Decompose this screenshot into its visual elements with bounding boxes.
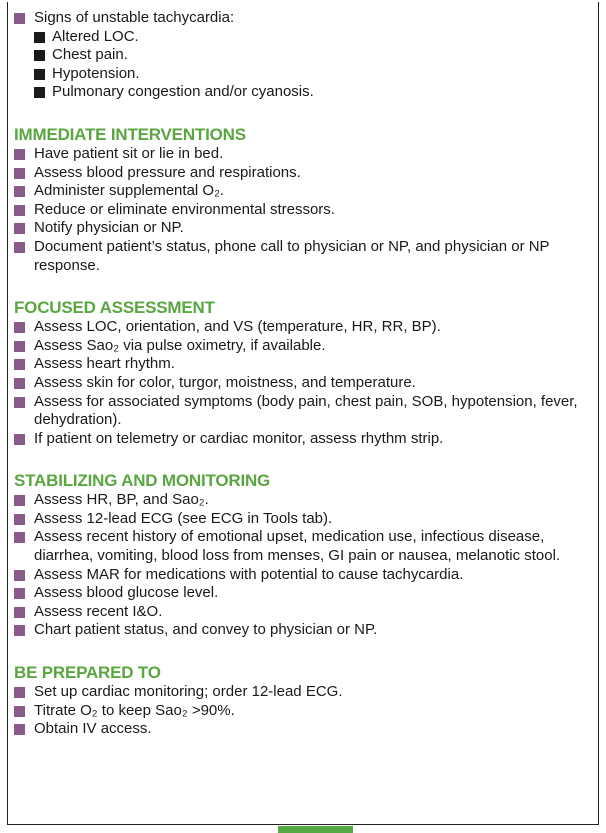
bullet-square-icon <box>14 205 25 216</box>
list-item <box>14 145 602 164</box>
list-item <box>14 355 602 374</box>
list-item-text: Assess LOC, orientation, and VS (temperature, HR, RR, BP). <box>34 318 441 336</box>
list-item-text: Assess blood pressure and respirations. <box>34 163 301 181</box>
bullet-square-icon <box>14 570 25 581</box>
list-item-text: Administer supplemental O₂. <box>34 182 225 200</box>
bullet-square-icon <box>34 50 45 61</box>
bullet-square-icon <box>34 87 45 98</box>
list-item <box>14 491 602 510</box>
bullet-square-icon <box>14 495 25 506</box>
bullet-square-icon <box>14 13 25 24</box>
protocol-content <box>14 9 602 739</box>
page-tab-marker <box>278 826 353 833</box>
list-item <box>14 702 602 721</box>
list-item-text: Assess Saᴏ₂ via pulse oximetry, if available. <box>34 336 326 354</box>
bullet-square-icon <box>14 322 25 333</box>
sub-item-text: Pulmonary congestion and/or cyanosis. <box>52 83 314 101</box>
bullet-square-icon <box>14 514 25 525</box>
list-item <box>14 374 602 393</box>
list-item-text: Have patient sit or lie in bed. <box>34 144 224 162</box>
list-item-text: Chart patient status, and convey to physician or NP. <box>34 621 378 639</box>
list-item <box>14 603 602 622</box>
list-item-text: If patient on telemetry or cardiac monitor, assess rhythm strip. <box>34 429 444 447</box>
section-heading: STABILIZING AND MONITORING <box>14 471 271 491</box>
section-be-prepared-to <box>14 662 602 739</box>
sub-item-text: Hypotension. <box>52 64 140 82</box>
sub-list-item <box>34 65 602 84</box>
list-item-text: Set up cardiac monitoring; order 12-lead ECG. <box>34 683 343 701</box>
bullet-square-icon <box>14 186 25 197</box>
list-item-text: Titrate O₂ to keep Saᴏ₂ >90%. <box>34 701 235 719</box>
list-item <box>14 510 602 529</box>
bullet-square-icon <box>14 168 25 179</box>
list-item-text: Assess 12-lead ECG (see ECG in Tools tab). <box>34 509 333 527</box>
sub-item-text: Chest pain. <box>52 46 128 64</box>
bullet-square-icon <box>14 397 25 408</box>
list-item-text: Assess HR, BP, and Saᴏ₂. <box>34 491 209 509</box>
bullet-square-icon <box>14 706 25 717</box>
sub-item-text: Altered LOC. <box>52 27 139 45</box>
bullet-square-icon <box>14 149 25 160</box>
list-item-text: Assess recent history of emotional upset, medication use, infectious disease, diarrhea, vomiting, blood loss from menses, GI pain or nausea, melanotic stool. <box>34 528 561 565</box>
bullet-square-icon <box>14 242 25 253</box>
list-item <box>14 430 602 449</box>
list-item <box>14 683 602 702</box>
section-list <box>14 491 602 640</box>
sub-list-item <box>34 83 602 102</box>
list-item-text: Document patient’s status, phone call to physician or NP, and physician or NP response. <box>34 237 550 274</box>
list-item <box>14 318 602 337</box>
bullet-square-icon <box>14 607 25 618</box>
bullet-square-icon <box>14 625 25 636</box>
bullet-square-icon <box>14 359 25 370</box>
section-heading: BE PREPARED TO <box>14 663 161 683</box>
list-item-text: Obtain IV access. <box>34 720 152 738</box>
bullet-square-icon <box>14 588 25 599</box>
list-item <box>14 201 602 220</box>
bullet-square-icon <box>14 223 25 234</box>
list-item <box>14 182 602 201</box>
bullet-square-icon <box>14 341 25 352</box>
list-item-text: Assess skin for color, turgor, moistness, and temperature. <box>34 373 416 391</box>
bullet-square-icon <box>14 532 25 543</box>
sub-list-item <box>34 46 602 65</box>
bullet-square-icon <box>14 724 25 735</box>
section-heading: IMMEDIATE INTERVENTIONS <box>14 124 246 144</box>
section-heading: FOCUSED ASSESSMENT <box>14 298 215 318</box>
list-item <box>14 621 602 640</box>
bullet-square-icon <box>14 434 25 445</box>
section-focused-assessment <box>14 297 602 448</box>
list-item-text: Assess heart rhythm. <box>34 355 175 373</box>
list-item-text: Reduce or eliminate environmental stressors. <box>34 200 335 218</box>
list-item <box>14 528 602 565</box>
list-item-text: Assess recent I&O. <box>34 602 163 620</box>
list-item <box>14 164 602 183</box>
bullet-square-icon <box>14 687 25 698</box>
bullet-square-icon <box>34 32 45 43</box>
section-immediate-interventions <box>14 124 602 275</box>
section-list <box>14 683 602 739</box>
list-item-text: Assess blood glucose level. <box>34 584 219 602</box>
bullet-square-icon <box>14 378 25 389</box>
list-item-text: Notify physician or NP. <box>34 219 184 237</box>
bullet-square-icon <box>34 69 45 80</box>
section-stabilizing-and-monitoring <box>14 470 602 640</box>
sub-list <box>34 28 602 102</box>
list-item <box>14 720 602 739</box>
list-item <box>14 238 602 275</box>
section-list <box>14 318 602 448</box>
list-item <box>14 337 602 356</box>
intro-list <box>14 9 602 102</box>
sub-list-item <box>34 28 602 47</box>
list-item-text: Assess MAR for medications with potential to cause tachycardia. <box>34 565 464 583</box>
list-item-text: Assess for associated symptoms (body pain, chest pain, SOB, hypotension, fever, dehydration). <box>34 392 578 429</box>
list-item <box>14 393 602 430</box>
list-item <box>14 584 602 603</box>
list-item-text: Signs of unstable tachycardia: <box>34 9 235 26</box>
section-list <box>14 145 602 275</box>
list-item <box>14 9 602 102</box>
list-item <box>14 566 602 585</box>
list-item <box>14 219 602 238</box>
